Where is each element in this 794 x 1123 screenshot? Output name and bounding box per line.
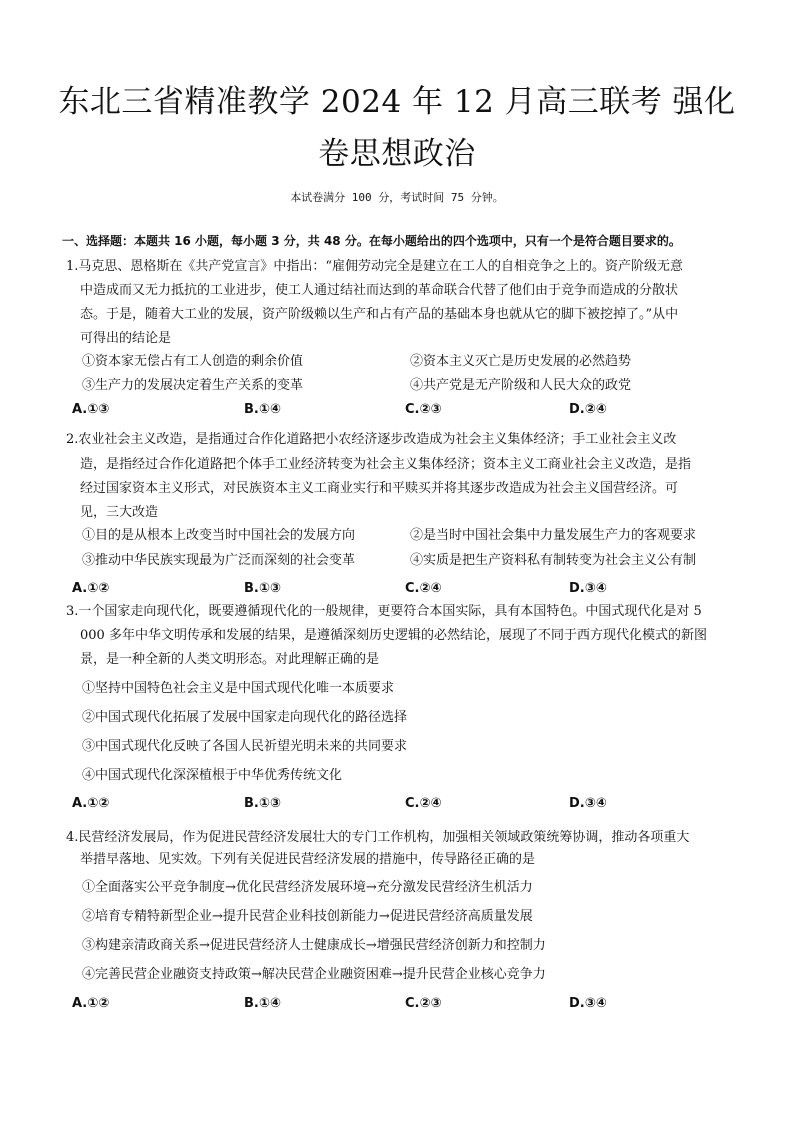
option-3: ③构建亲清政商关系→促进民营经济人士健康成长→增强民营经济创新力和控制力	[82, 938, 546, 953]
question-stem-line: 000 多年中华文明传承和发展的结果，是遵循深刻历史逻辑的必然结论，展现了不同于西方现代化模式的新图	[80, 628, 707, 643]
question-stem-line: 经过国家资本主义形式，对民族资本主义工商业实行和平赎买并将其逐步改造成为社会主义国营经济。可	[80, 481, 679, 496]
option-2: ②培育专精特新型企业→提升民营企业科技创新能力→促进民营经济高质量发展	[82, 909, 533, 924]
answer-choice-c: C.②③	[405, 402, 442, 417]
exam-info: 本试卷满分 100 分，考试时间 75 分钟。	[290, 191, 504, 204]
option-4: ④完善民营企业融资支持政策→解决民营企业融资困难→提升民营企业核心竞争力	[82, 967, 546, 982]
question-stem-line: 4.民营经济发展局，作为促进民营经济发展壮大的专门工作机构，加强相关领域政策统筹协调，推动各项重大	[66, 830, 690, 845]
answer-choice-a: A.①②	[72, 996, 110, 1011]
answer-choice-a: A.①③	[72, 402, 110, 417]
question-stem-line: 中造成而又无力抵抗的工业进步，使工人通过结社而达到的革命联合代替了他们由于竞争而造成的分散状	[80, 283, 679, 298]
question-stem-line: 景，是一种全新的人类文明形态。对此理解正确的是	[80, 652, 380, 667]
option-1: ①目的是从根本上改变当时中国社会的发展方向	[82, 528, 356, 543]
option-4: ④共产党是无产阶级和人民大众的政党	[410, 378, 632, 393]
answer-choice-c: C.②④	[405, 796, 442, 811]
question-stem-line: 态。于是，随着大工业的发展，资产阶级赖以生产和占有产品的基础本身也就从它的脚下被挖掉了。”从中	[80, 307, 679, 322]
option-2: ②中国式现代化拓展了发展中国家走向现代化的路径选择	[82, 710, 408, 725]
answer-choice-b: B.①③	[244, 581, 281, 596]
option-4: ④中国式现代化深深植根于中华优秀传统文化	[82, 768, 343, 783]
answer-choice-d: D.③④	[569, 996, 607, 1011]
answer-choice-a: A.①②	[72, 796, 110, 811]
answer-choice-b: B.①④	[244, 996, 281, 1011]
answer-choice-a: A.①②	[72, 581, 110, 596]
option-3: ③生产力的发展决定着生产关系的变革	[82, 378, 304, 393]
answer-choice-d: D.③④	[569, 796, 607, 811]
answer-choice-c: C.②③	[405, 996, 442, 1011]
question-stem-line: 见，三大改造	[80, 505, 159, 520]
option-1: ①资本家无偿占有工人创造的剩余价值	[82, 354, 304, 369]
question-stem-line: 1.马克思、恩格斯在《共产党宣言》中指出：“雇佣劳动完全是建立在工人的自相竞争之上的。资产阶级无意	[66, 259, 684, 274]
section-heading: 一、选择题：本题共 16 小题，每小题 3 分，共 48 分。在每小题给出的四个选项中，只有一个是符合题目要求的。	[62, 234, 681, 248]
option-2: ②资本主义灭亡是历史发展的必然趋势	[410, 354, 632, 369]
answer-choice-d: D.③④	[569, 581, 607, 596]
answer-choice-b: B.①④	[244, 402, 281, 417]
answer-choice-d: D.②④	[569, 402, 607, 417]
option-3: ③推动中华民族实现最为广泛而深刻的社会变革	[82, 553, 356, 568]
page-title-line2: 卷思想政治	[318, 136, 476, 172]
option-2: ②是当时中国社会集中力量发展生产力的客观要求	[410, 528, 697, 543]
question-stem-line: 造，是指经过合作化道路把个体手工业经济转变为社会主义集体经济；资本主义工商业社会主义改造，是指	[80, 457, 692, 472]
answer-choice-c: C.②④	[405, 581, 442, 596]
answer-choice-b: B.①③	[244, 796, 281, 811]
question-stem-line: 举措早落地、见实效。下列有关促进民营经济发展的措施中，传导路径正确的是	[80, 852, 536, 867]
option-3: ③中国式现代化反映了各国人民祈望光明未来的共同要求	[82, 739, 408, 754]
question-stem-line: 3.一个国家走向现代化，既要遵循现代化的一般规律，更要符合本国实际，具有本国特色。中国式现代化是对 5	[66, 604, 702, 619]
option-1: ①全面落实公平竞争制度→优化民营经济发展环境→充分激发民营经济生机活力	[82, 880, 533, 895]
option-4: ④实质是把生产资料私有制转变为社会主义公有制	[410, 553, 697, 568]
option-1: ①坚持中国特色社会主义是中国式现代化唯一本质要求	[82, 681, 395, 696]
question-stem-line: 可得出的结论是	[80, 331, 172, 346]
question-stem-line: 2.农业社会主义改造，是指通过合作化道路把小农经济逐步改造成为社会主义集体经济；手工业社会主义改	[66, 432, 677, 447]
page-title-line1: 东北三省精准教学 2024 年 12 月高三联考 强化	[58, 84, 736, 120]
